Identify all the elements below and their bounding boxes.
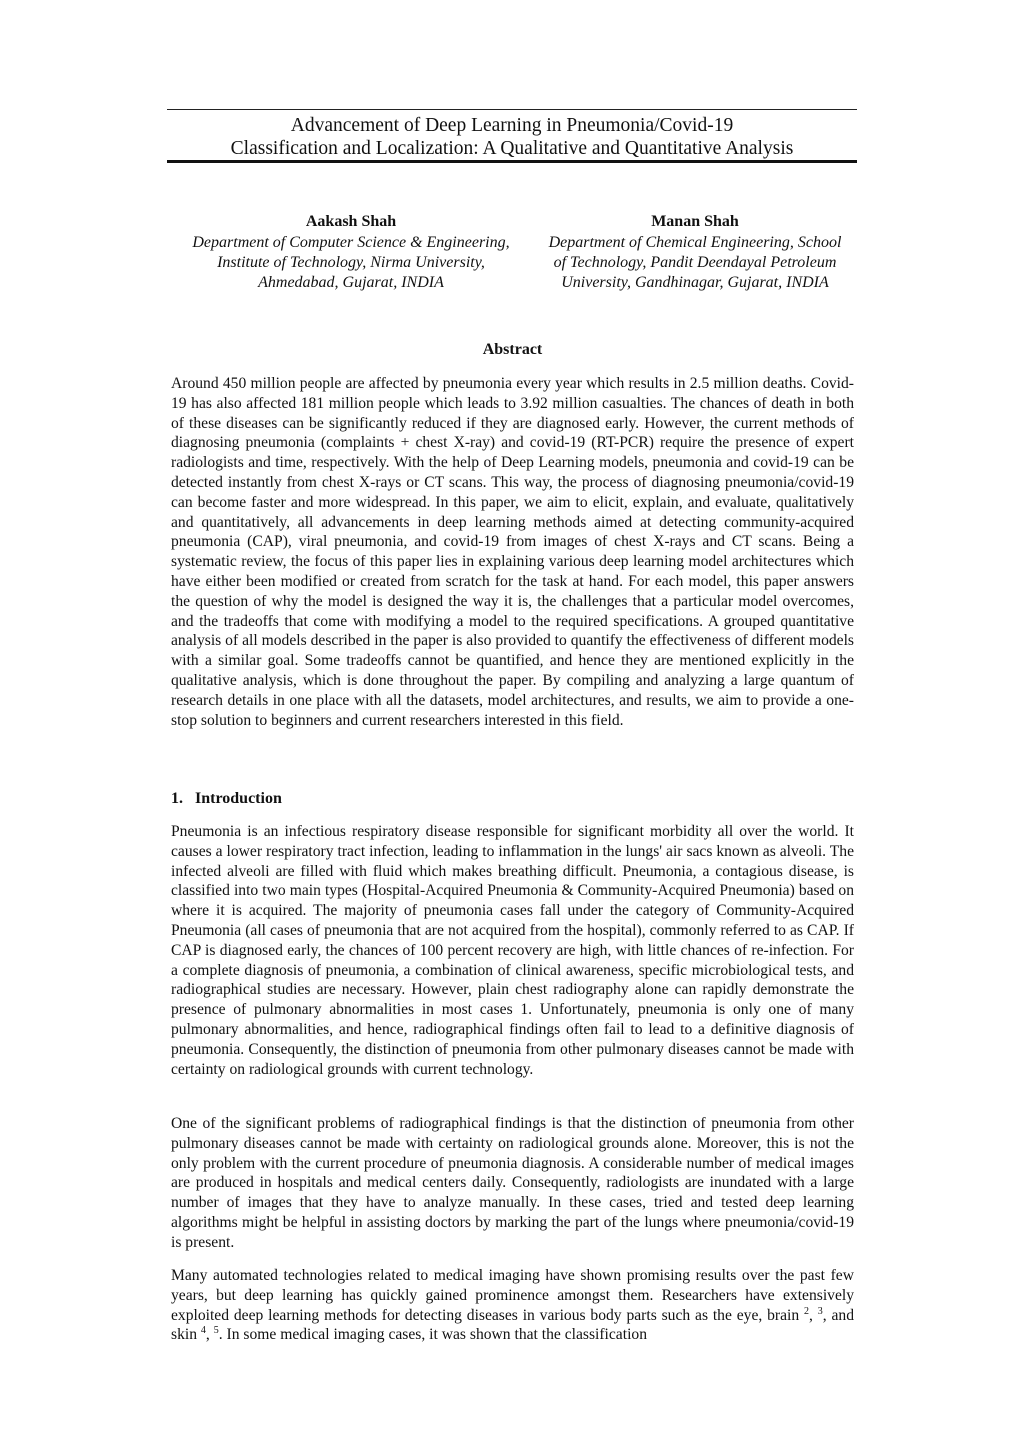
- author-affiliation-line: Department of Chemical Engineering, School: [548, 234, 842, 251]
- paragraph-text: , and skin: [171, 1306, 855, 1344]
- author-affiliation-line: University, Gandhinagar, Gujarat, INDIA: [561, 274, 829, 291]
- intro-paragraph-3: [171, 1266, 854, 1345]
- author-affiliation-line: Institute of Technology, Nirma University,: [217, 254, 485, 271]
- section-title: Introduction: [195, 790, 282, 807]
- author-affiliation-line: Department of Computer Science & Engineering,: [192, 234, 510, 251]
- citation-separator: ,: [205, 1326, 214, 1344]
- abstract-heading: Abstract: [482, 341, 543, 358]
- citation-ref[interactable]: 2: [804, 1305, 809, 1317]
- intro-paragraph-2: One of the significant problems of radiographical findings is that the distinction of pneumonia from other pulmonary diseases cannot be made with certainty on radiological grounds alone. Moreover, this is not the only problem with the current procedure of pneumonia diagnosis. A considerable number of medical images are produced in hospitals and medical centers daily. Consequently, radiologists are inundated with a large number of images that they have to analyze manually. In these cases, tried and tested deep learning algorithms might be helpful in assisting doctors by marking the part of the lungs where pneumonia/covid-19 is present.: [171, 1115, 854, 1251]
- abstract-text: Around 450 million people are affected by pneumonia every year which results in 2.5 million deaths. Covid-19 has also affected 181 million people which leads to 3.92 million casualties. The chances of death in both of these diseases can be significantly reduced if they are diagnosed early. However, the current methods of diagnosing pneumonia (complaints + chest X-ray) and covid-19 (RT-PCR) require the presence of expert radiologists and time, respectively. With the help of Deep Learning models, pneumonia and covid-19 can be detected instantly from chest X-rays or CT scans. This way, the process of diagnosing pneumonia/covid-19 can become faster and more widespread. In this paper, we aim to elicit, explain, and evaluate, qualitatively and quantitatively, all advancements in deep learning methods aimed at detecting community-acquired pneumonia (CAP), viral pneumonia, and covid-19 from images of chest X-rays and CT scans. Being a systematic review, the focus of this paper lies in explaining various deep learning model architectures which have either been modified or created from scratch for the task at hand. For each model, this paper answers the question of why the model is designed the way it is, the challenges that a particular model overcomes, and the tradeoffs that come with modifying a model to the required specifications. A grouped quantitative analysis of all models described in the paper is also provided to quantify the effectiveness of different models with a similar goal. Some tradeoffs cannot be quantified, and hence they are mentioned explicitly in the qualitative analysis, which is done throughout the paper. By compiling and analyzing a large quantum of research details in one place with all the datasets, model architectures, and results, we aim to provide a one-stop solution to beginners and current researchers interested in this field.: [171, 375, 854, 729]
- author-block-2: [530, 212, 860, 293]
- section-number: 1.: [171, 790, 183, 807]
- author-name: Manan Shah: [651, 213, 739, 230]
- paper-title: [167, 114, 857, 160]
- citation-ref[interactable]: 4: [200, 1325, 206, 1337]
- title-top-rule: [167, 109, 857, 110]
- paragraph-text: Many automated technologies related to medical imaging have shown promising results over the past few years, but deep learning has quickly gained prominence amongst them. Researchers have extensively exploited deep learning methods for detecting diseases in various body parts such as the eye, brain: [171, 1267, 854, 1324]
- paper-title-line-1: Advancement of Deep Learning in Pneumonia/Covid-19: [290, 115, 734, 136]
- citation-ref[interactable]: 5: [213, 1325, 219, 1337]
- intro-paragraph-1: Pneumonia is an infectious respiratory disease responsible for significant morbidity all over the world. It causes a lower respiratory tract infection, leading to inflammation in the lungs' air sacs known as alveoli. The infected alveoli are filled with fluid which makes breathing difficult. Pneumonia, a contagious disease, is classified into two main types (Hospital-Acquired Pneumonia & Community-Acquired Pneumonia) based on where it is acquired. The majority of pneumonia cases fall under the category of Community-Acquired Pneumonia (all cases of pneumonia that are not acquired from the hospital), commonly referred to as CAP. If CAP is diagnosed early, the chances of 100 percent recovery are high, with little chances of re-infection. For a complete diagnosis of pneumonia, a combination of clinical awareness, specific microbiological tests, and radiographical studies are necessary. However, plain chest radiography alone can rapidly demonstrate the presence of pulmonary abnormalities in most cases 1. Unfortunately, pneumonia is only one of many pulmonary abnormalities, and hence, radiographical findings often fail to lead to a definitive diagnosis of pneumonia. Consequently, the distinction of pneumonia from other pulmonary diseases cannot be made with certainty on radiological grounds with current technology.: [171, 823, 854, 1078]
- author-affiliation-line: Ahmedabad, Gujarat, INDIA: [258, 274, 444, 291]
- paper-title-line-2: Classification and Localization: A Qualitative and Quantitative Analysis: [230, 138, 794, 159]
- author-name: Aakash Shah: [305, 213, 397, 230]
- author-block-1: [170, 212, 532, 293]
- citation-ref[interactable]: 3: [817, 1305, 823, 1317]
- section-heading-introduction: [171, 789, 282, 809]
- paragraph-text: . In some medical imaging cases, it was shown that the classification: [218, 1326, 647, 1344]
- citation-separator: ,: [809, 1306, 818, 1324]
- author-affiliation-line: of Technology, Pandit Deendayal Petroleum: [553, 254, 837, 271]
- title-bottom-rule: [167, 160, 857, 163]
